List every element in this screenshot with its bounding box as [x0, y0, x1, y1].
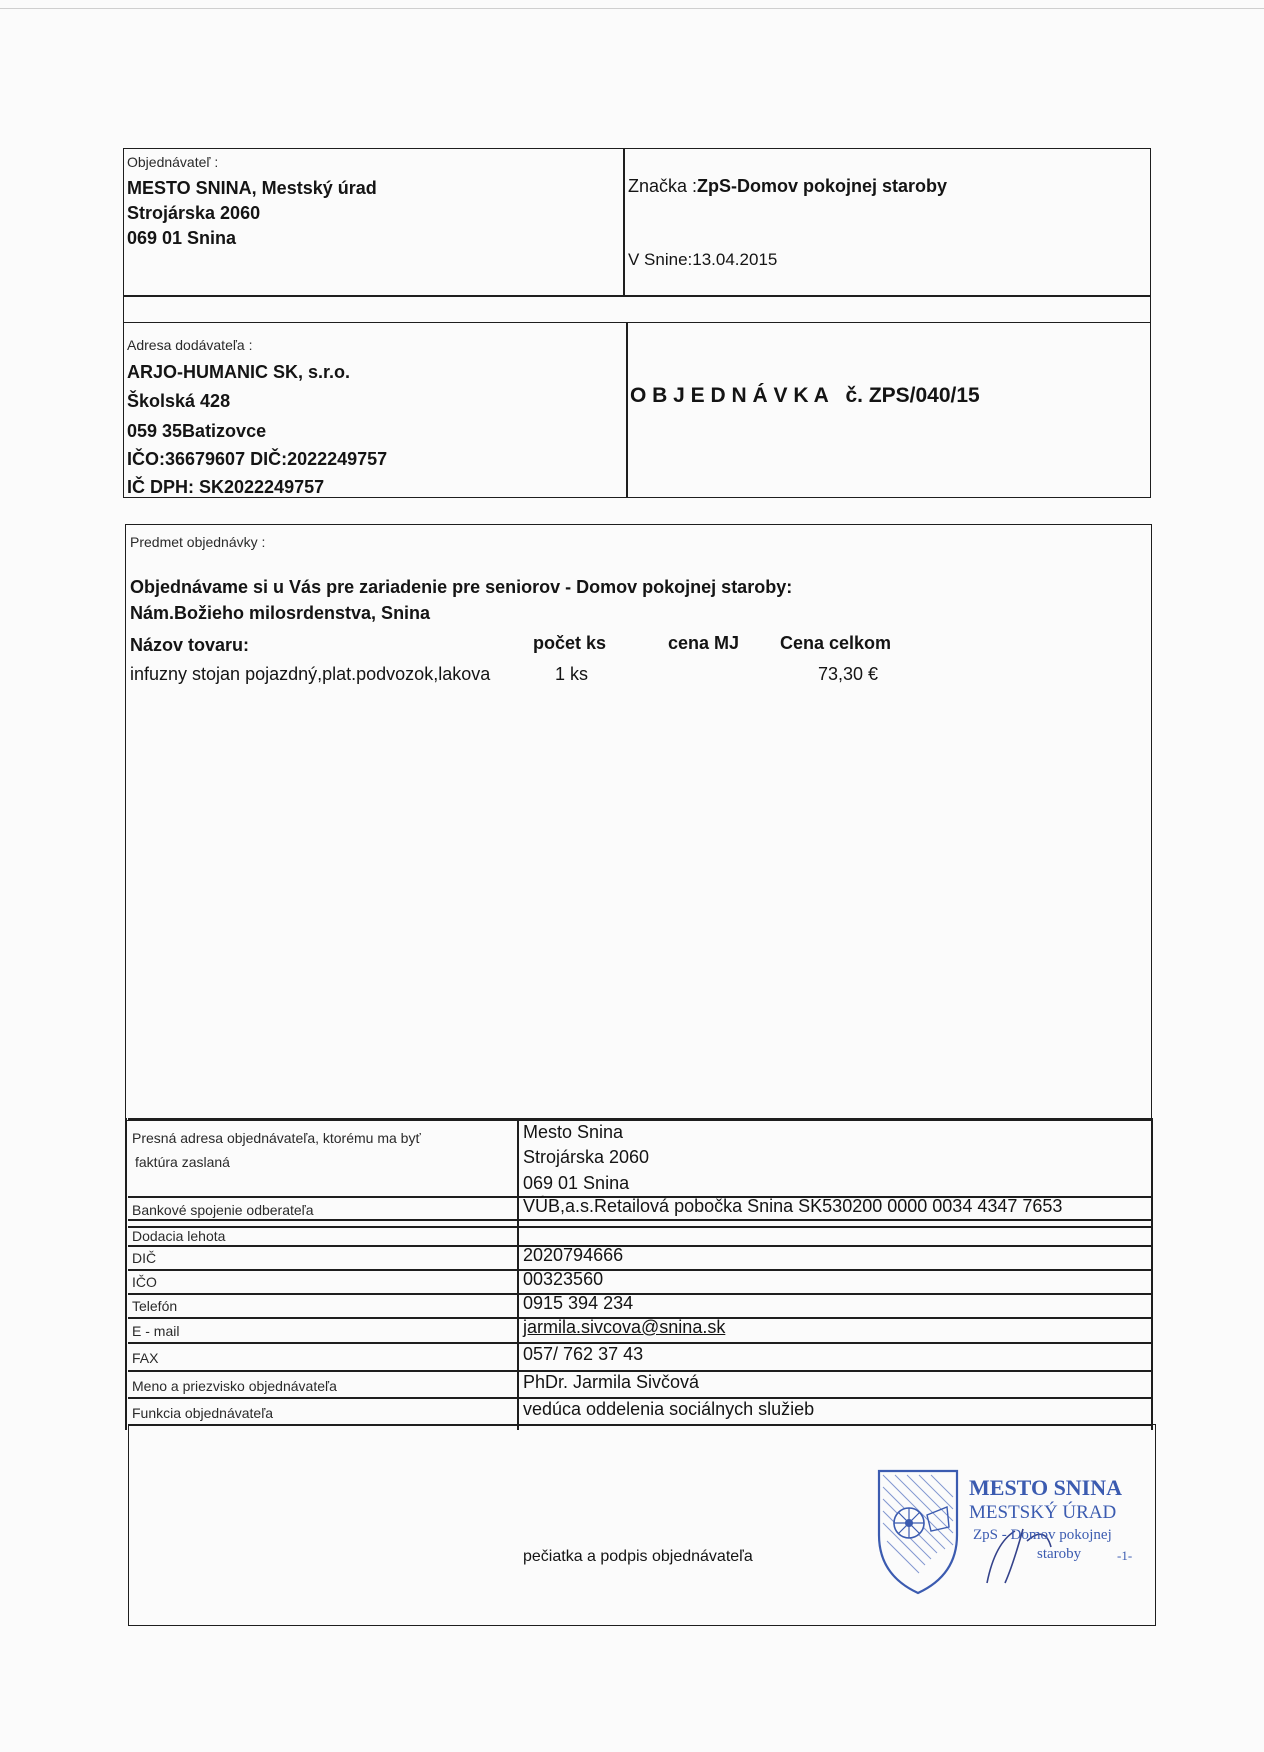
- table-top-rule: [128, 1118, 1152, 1120]
- table-row: [128, 1370, 1152, 1397]
- invoice-address-2: Strojárska 2060: [523, 1147, 650, 1167]
- item-qty: 1 ks: [555, 664, 589, 684]
- delivery-label: Dodacia lehota: [132, 1228, 226, 1244]
- signature-label: pečiatka a podpis objednávateľa: [523, 1548, 753, 1565]
- col-header-total: Cena celkom: [780, 633, 892, 653]
- table-row: [128, 1226, 1152, 1246]
- order-date: V Snine:13.04.2015: [628, 250, 778, 269]
- subject-intro: Objednávame si u Vás pre zariadenie pre seniorov - Domov pokojnej staroby:: [130, 577, 793, 597]
- table-row: [128, 1269, 1152, 1293]
- ico-value: 00323560: [523, 1269, 604, 1289]
- supplier-street: Školská 428: [127, 391, 231, 411]
- subject-label: Predmet objednávky :: [130, 534, 266, 550]
- phone-label: Telefón: [132, 1298, 178, 1314]
- item-total: 73,30 €: [818, 664, 879, 684]
- table-left-edge: [125, 1118, 127, 1430]
- email-link[interactable]: jarmila.sivcova@snina.sk: [523, 1317, 726, 1337]
- supplier-ids: IČO:36679607 DIČ:2022249757: [127, 449, 388, 469]
- office-stamp: [875, 1465, 1155, 1605]
- orderer-name-value: PhDr. Jarmila Sivčová: [523, 1372, 700, 1392]
- stamp-line-1: MESTO SNINA: [969, 1475, 1123, 1500]
- bank-value: VÚB,a.s.Retailová pobočka Snina SK530200 0000 0034 4347 7653: [523, 1196, 1063, 1216]
- table-row: [128, 1397, 1152, 1424]
- bank-label: Bankové spojenie odberateľa: [132, 1202, 314, 1218]
- invoice-address-1: Mesto Snina: [523, 1122, 624, 1142]
- mark-field: [628, 176, 947, 197]
- supplier-divider: [626, 322, 628, 498]
- row-rule: [128, 1219, 1152, 1221]
- ico-label: IČO: [132, 1274, 157, 1290]
- orderer-function-label: Funkcia objednávateľa: [132, 1405, 274, 1421]
- item-name: infuzny stojan pojazdný,plat.podvozok,lakova: [130, 664, 491, 684]
- table-row: [128, 1245, 1152, 1269]
- stamp-mark: -1-: [1117, 1548, 1133, 1563]
- mark-value: ZpS-Domov pokojnej staroby: [697, 176, 948, 196]
- col-header-name: Názov tovaru:: [130, 635, 250, 655]
- fax-value: 057/ 762 37 43: [523, 1344, 644, 1364]
- order-title: O B J E D N Á V K A č. ZPS/040/15: [630, 384, 980, 407]
- orderer-box: [123, 148, 1151, 323]
- phone-value: 0915 394 234: [523, 1293, 634, 1313]
- header-bottom-rule: [123, 295, 1151, 297]
- table-row: [128, 1342, 1152, 1370]
- orderer-label: Objednávateľ :: [127, 154, 219, 170]
- supplier-vat: IČ DPH: SK2022249757: [127, 477, 325, 497]
- orderer-name-label: Meno a priezvisko objednávateľa: [132, 1378, 337, 1394]
- orderer-function-value: vedúca oddelenia sociálnych služieb: [523, 1399, 815, 1419]
- table-row: [128, 1293, 1152, 1317]
- col-header-qty: počet ks: [533, 633, 607, 653]
- supplier-label: Adresa dodávateľa :: [127, 337, 253, 353]
- stamp-line-3: ZpS - Domov pokojnej: [973, 1527, 1112, 1543]
- supplier-box: [123, 322, 1151, 498]
- supplier-name: ARJO-HUMANIC SK, s.r.o.: [127, 362, 351, 382]
- stamp-line-4: staroby: [1037, 1546, 1082, 1562]
- supplier-city: 059 35Batizovce: [127, 421, 267, 441]
- orderer-name: MESTO SNINA, Mestský úrad: [127, 178, 377, 198]
- stamp-line-2: MESTSKÝ ÚRAD: [969, 1502, 1117, 1523]
- invoice-address-3: 069 01 Snina: [523, 1173, 630, 1193]
- invoice-address-label-2: faktúra zaslaná: [135, 1154, 230, 1170]
- mark-label: Značka :: [628, 176, 698, 196]
- col-header-unit-price: cena MJ: [668, 633, 740, 653]
- dic-value: 2020794666: [523, 1245, 624, 1265]
- subject-address: Nám.Božieho milosrdenstva, Snina: [130, 603, 431, 623]
- dic-label: DIČ: [132, 1250, 157, 1266]
- orderer-street: Strojárska 2060: [127, 203, 261, 223]
- orderer-city: 069 01 Snina: [127, 228, 237, 248]
- header-divider: [623, 148, 625, 296]
- table-row: [128, 1317, 1152, 1342]
- email-label: E - mail: [132, 1323, 180, 1339]
- fax-label: FAX: [132, 1350, 159, 1366]
- table-row: [128, 1196, 1152, 1221]
- invoice-address-label-1: Presná adresa objednávateľa, ktorému ma byť: [132, 1130, 421, 1146]
- scan-top-rule: [0, 8, 1264, 9]
